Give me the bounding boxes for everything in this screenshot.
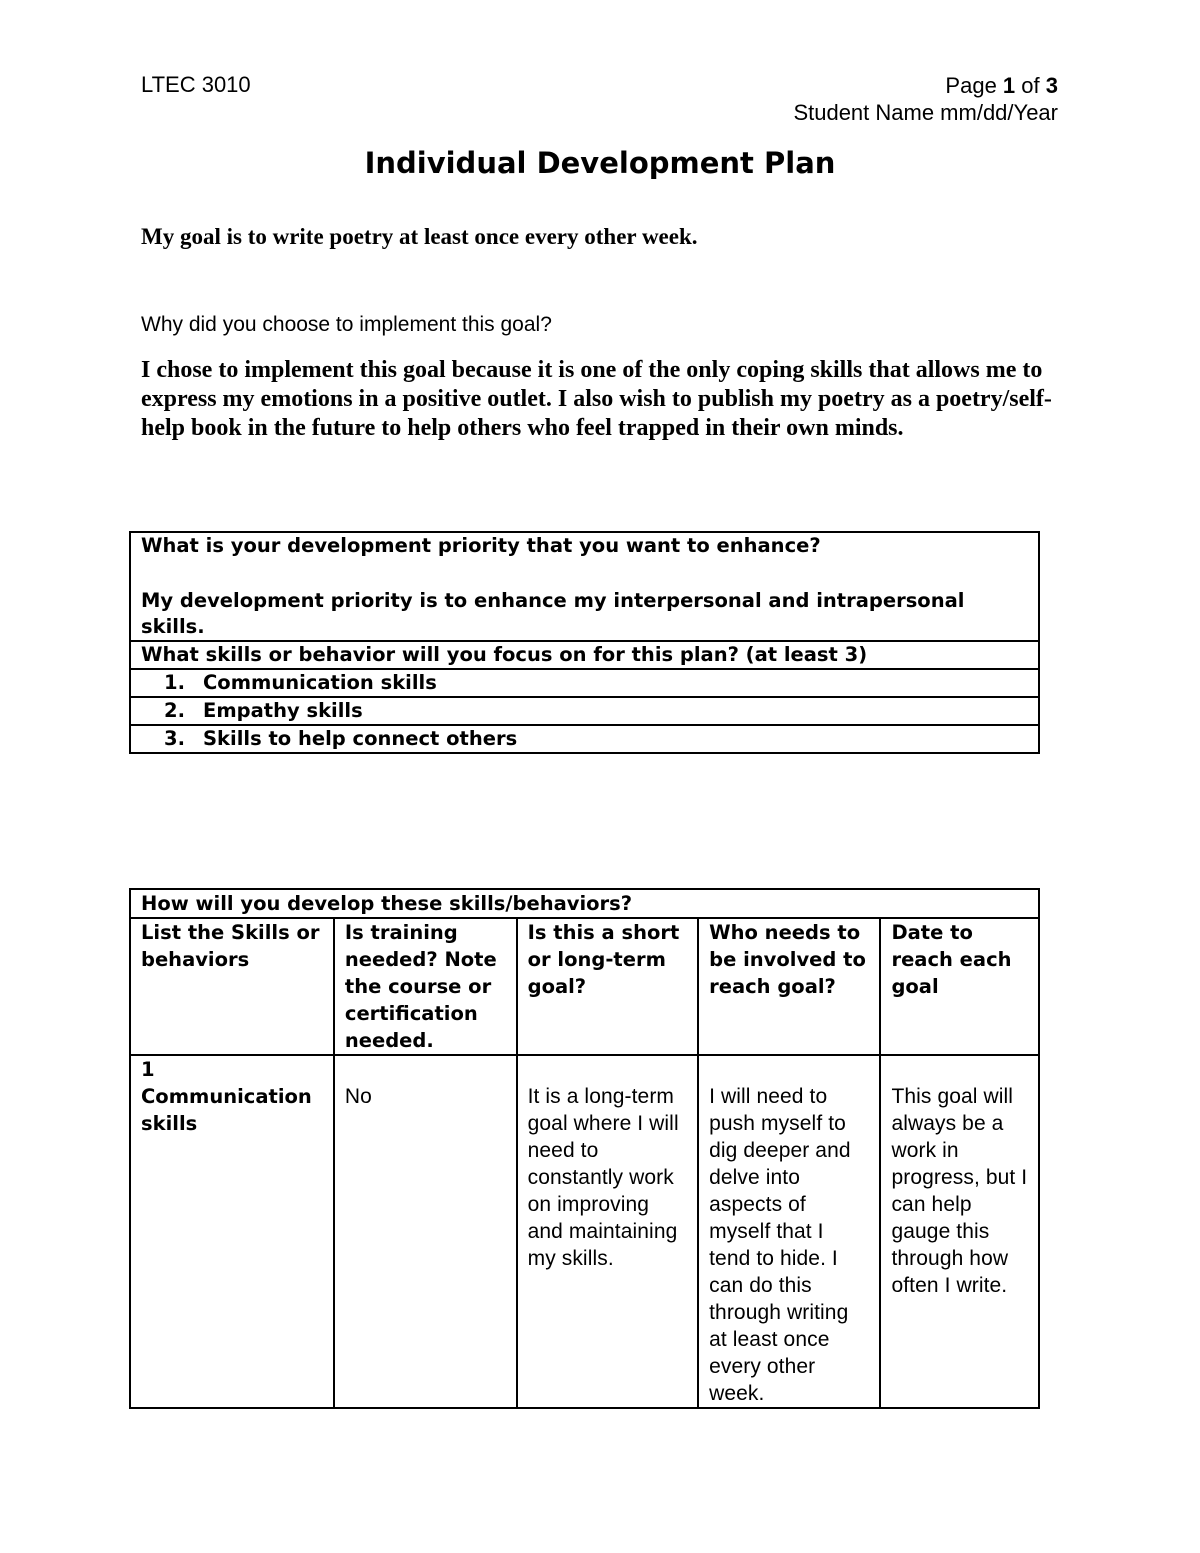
page-prefix: Page [945,73,1003,98]
column-header: List the Skills or behaviors [130,918,334,1055]
skill-number: 2. [164,699,185,722]
why-answer: I chose to implement this goal because it is one of the only coping skills that allows me to express my emotions in a positive outlet. I also wish to publish my poetry as a poetry/self-help book in the future to help others who feel trapped in their own minds. [141,357,1052,441]
skill-item [130,669,1039,697]
page-current: 1 [1002,73,1016,98]
who-value: I will need to push myself to dig deeper and delve into aspects of myself that I tend to hide. I can do this through writing at least once every other week. [709,1085,851,1405]
column-header: Date to reach each goal [880,918,1039,1055]
goal-statement: My goal is to write poetry at least once every other week. [141,224,698,249]
course-code: LTEC 3010 [141,72,251,97]
priority-cell [130,532,1039,641]
term-value: It is a long-term goal where I will need to constantly work on improving and maintaining my skills. [527,1085,679,1270]
skill-label: Skills to help connect others [203,727,518,750]
skill-label: Communication skills [203,671,437,694]
skill-row-label: Communication skills [141,1085,312,1135]
page-of: of [1015,73,1046,98]
page-title: Individual Development Plan [364,146,836,180]
development-span-header: How will you develop these skills/behaviors? [130,889,1039,918]
skills-question: What skills or behavior will you focus on for this plan? (at least 3) [130,641,1039,669]
student-line: Student Name mm/dd/Year [793,100,1058,125]
skill-cell [130,1055,334,1408]
who-cell [698,1055,880,1408]
why-question: Why did you choose to implement this goal? [141,313,552,336]
column-header: Is training needed? Note the course or certification needed. [334,918,517,1055]
priority-table [129,531,1040,754]
skill-label: Empathy skills [203,699,363,722]
page-indicator [793,72,1058,99]
skill-number: 3. [164,727,185,750]
column-header: Who needs to be involved to reach goal? [698,918,880,1055]
date-cell [880,1055,1039,1408]
skill-number: 1. [164,671,185,694]
page-total: 3 [1045,73,1058,98]
term-cell [517,1055,699,1408]
training-cell [334,1055,517,1408]
development-table [129,888,1040,1409]
column-header: Is this a short or long-term goal? [517,918,699,1055]
priority-question: What is your development priority that you want to enhance? [141,534,821,557]
priority-answer: My development priority is to enhance my interpersonal and intrapersonal skills. [141,589,965,638]
skill-item [130,725,1039,753]
page-header-right [793,72,1058,126]
training-value: No [344,1085,372,1108]
date-value: This goal will always be a work in progress, but I can help gauge this through how often I write. [891,1085,1028,1297]
skill-row-number: 1 [141,1058,155,1081]
skill-item [130,697,1039,725]
